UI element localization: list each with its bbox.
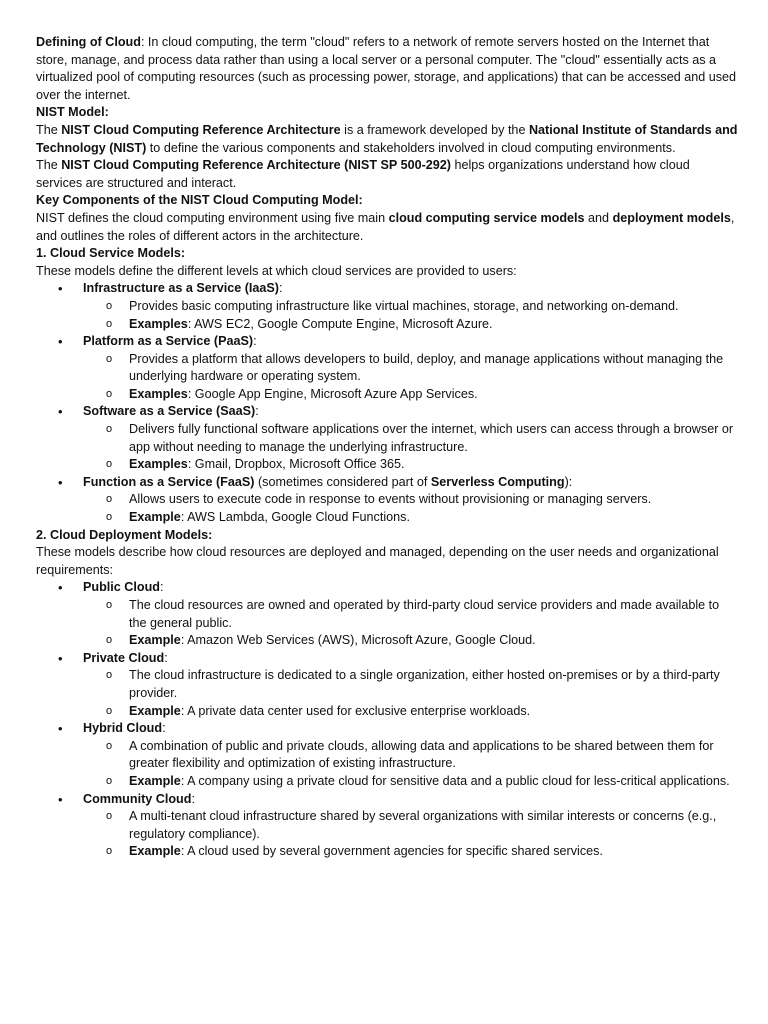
list-item-iaas: • Infrastructure as a Service (IaaS): o Provides basic computing infrastructure like virtual machines, storage, and networking on-demand. o Examples: AWS EC2, Google Compute Engine, Microsoft Azure. bbox=[36, 280, 738, 333]
list-item-saas-example: o Examples: Gmail, Dropbox, Microsoft Office 365. bbox=[83, 456, 738, 474]
service-models-intro: These models define the different levels at which cloud services are provided to users: bbox=[36, 263, 517, 278]
list-item-iaas-example: o Examples: AWS EC2, Google Compute Engine, Microsoft Azure. bbox=[83, 316, 738, 334]
service-models-list bbox=[36, 280, 738, 526]
list-item-hybrid-cloud: • Hybrid Cloud: o A combination of public and private clouds, allowing data and applications to be shared between them for greater flexibility and optimization of existing infrastructure. o Example: A company using a private cloud for sensitive data and a public cloud for less-critical applications. bbox=[36, 720, 738, 790]
list-item-public-cloud: • Public Cloud: o The cloud resources are owned and operated by third-party cloud service providers and made available to the general public. o Example: Amazon Web Services (AWS), Microsoft Azure, Google Cloud. bbox=[36, 579, 738, 649]
deployment-models-heading: 2. Cloud Deployment Models: bbox=[36, 527, 213, 542]
list-item-faas-desc: o Allows users to execute code in response to events without provisioning or managing servers. bbox=[83, 491, 738, 509]
intro-label: Defining of Cloud bbox=[36, 35, 141, 49]
list-item-community-example: o Example: A cloud used by several government agencies for specific shared services. bbox=[83, 843, 738, 861]
list-item-paas: • Platform as a Service (PaaS): o Provides a platform that allows developers to build, deploy, and manage applications without managing the underlying hardware or operating system. o Examples: Google App Engine, Microsoft Azure App Services. bbox=[36, 333, 738, 403]
deployment-models-list bbox=[36, 579, 738, 861]
intro-text: : In cloud computing, the term "cloud" refers to a network of remote servers hosted on the Internet that store, manage, and process data rather than using a local server or a personal computer. The "cloud" essentially acts as a virtualized pool of computing resources (such as processing power, storage, and applications) that can be accessed and used over the internet. bbox=[36, 35, 737, 102]
list-item-paas-example: o Examples: Google App Engine, Microsoft Azure App Services. bbox=[83, 386, 738, 404]
nist-paragraph-2: The NIST Cloud Computing Reference Architecture (NIST SP 500-292) helps organizations understand how cloud services are structured and interact. bbox=[36, 158, 690, 190]
list-item-hybrid-example: o Example: A company using a private cloud for sensitive data and a public cloud for less-critical applications. bbox=[83, 773, 738, 791]
deployment-models-intro: These models describe how cloud resources are deployed and managed, depending on the user needs and organizational requirements: bbox=[36, 545, 719, 577]
list-item-iaas-desc: o Provides basic computing infrastructure like virtual machines, storage, and networking on-demand. bbox=[83, 298, 738, 316]
list-item-hybrid-desc: o A combination of public and private clouds, allowing data and applications to be shared between them for greater flexibility and optimization of existing infrastructure. bbox=[83, 738, 738, 773]
list-item-faas-example: o Example: AWS Lambda, Google Cloud Functions. bbox=[83, 509, 738, 527]
list-item-faas: • Function as a Service (FaaS) (sometimes considered part of Serverless Computing): o Allows users to execute code in response to events without provisioning or managing servers. o Example: AWS Lambda, Google Cloud Functions. bbox=[36, 474, 738, 527]
list-item-private-example: o Example: A private data center used for exclusive enterprise workloads. bbox=[83, 703, 738, 721]
list-item-private-cloud: • Private Cloud: o The cloud infrastructure is dedicated to a single organization, either hosted on-premises or by a third-party provider. o Example: A private data center used for exclusive enterprise workloads. bbox=[36, 650, 738, 720]
key-components-heading: Key Components of the NIST Cloud Computing Model: bbox=[36, 193, 363, 208]
list-item-community-desc: o A multi-tenant cloud infrastructure shared by several organizations with similar interests or concerns (e.g., regulatory compliance). bbox=[83, 808, 738, 843]
nist-paragraph-1: The NIST Cloud Computing Reference Architecture is a framework developed by the National Institute of Standards and Technology (NIST) to define the various components and stakeholders involved in cloud computing environments. bbox=[36, 122, 738, 155]
service-models-heading: 1. Cloud Service Models: bbox=[36, 246, 186, 261]
list-item-public-desc: o The cloud resources are owned and operated by third-party cloud service providers and made available to the general public. bbox=[83, 597, 738, 632]
key-components-paragraph: NIST defines the cloud computing environment using five main cloud computing service models and deployment models, and outlines the roles of different actors in the architecture. bbox=[36, 210, 735, 243]
list-item-public-example: o Example: Amazon Web Services (AWS), Microsoft Azure, Google Cloud. bbox=[83, 632, 738, 650]
list-item-saas: • Software as a Service (SaaS): o Delivers fully functional software applications over the internet, which users can access through a browser or app without needing to manage the underlying infrastructure. o Examples: Gmail, Dropbox, Microsoft Office 365. bbox=[36, 403, 738, 473]
list-item-community-cloud: • Community Cloud: o A multi-tenant cloud infrastructure shared by several organizations with similar interests or concerns (e.g., regulatory compliance). o Example: A cloud used by several government agencies for specific shared services. bbox=[36, 791, 738, 861]
list-item-paas-desc: o Provides a platform that allows developers to build, deploy, and manage applications without managing the underlying hardware or operating system. bbox=[83, 351, 738, 386]
list-item-private-desc: o The cloud infrastructure is dedicated to a single organization, either hosted on-premises or by a third-party provider. bbox=[83, 667, 738, 702]
list-item-saas-desc: o Delivers fully functional software applications over the internet, which users can access through a browser or app without needing to manage the underlying infrastructure. bbox=[83, 421, 738, 456]
nist-heading: NIST Model: bbox=[36, 105, 109, 120]
intro-paragraph bbox=[36, 34, 738, 104]
